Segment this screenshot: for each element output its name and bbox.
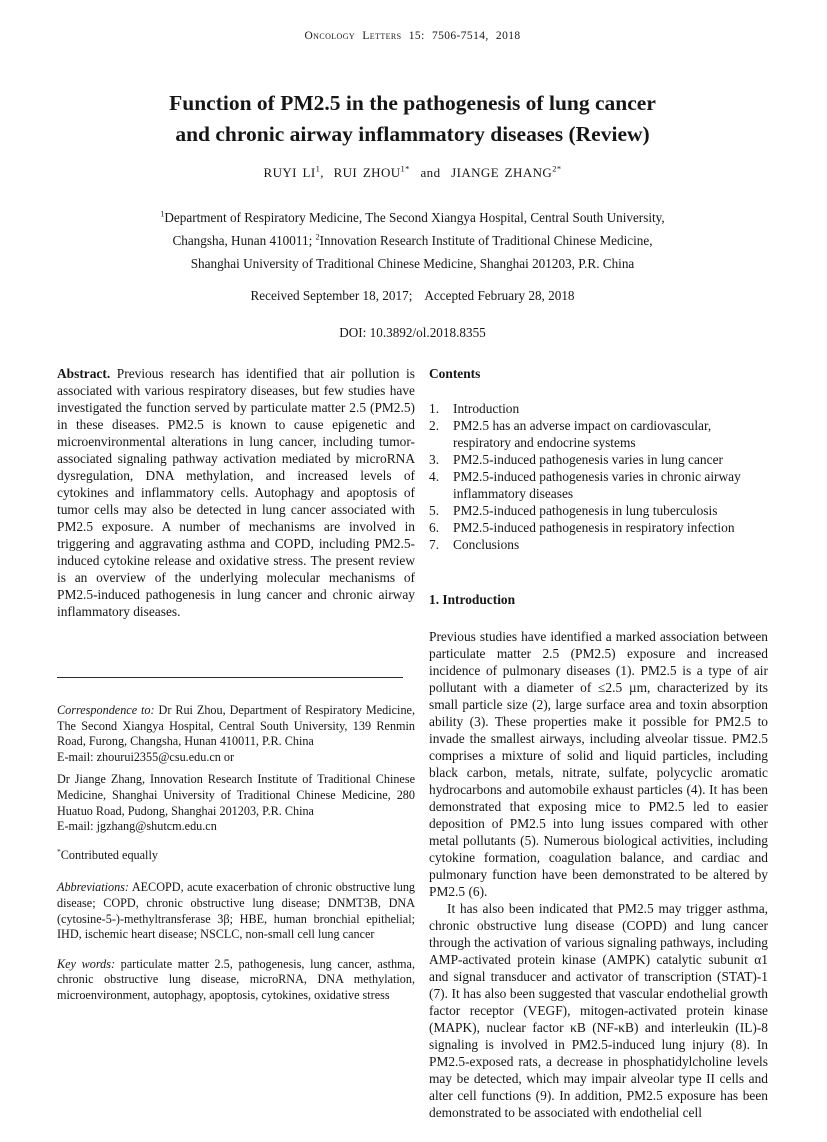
right-column [429, 365, 768, 1121]
contents-item [429, 519, 768, 536]
contents-item-text: PM2.5-induced pathogenesis in lung tuberculosis [453, 503, 718, 518]
correspondence-email-1: E-mail: zhourui2355@csu.edu.cn or [57, 749, 235, 764]
author-affiliation-superscript: 1* [400, 163, 410, 174]
contents-item-number: 1. [429, 401, 440, 416]
author-affiliation-superscript: 1 [315, 163, 321, 174]
contents-item-text: Introduction [453, 401, 520, 416]
contributed-equally-note [57, 848, 415, 864]
correspondence-email-2: E-mail: jgzhang@shutcm.edu.cn [57, 819, 217, 834]
two-column-body [57, 365, 768, 1121]
contents-item-number: 2. [429, 418, 440, 433]
affiliation-superscript: 2 [315, 232, 320, 242]
contents-item-number: 6. [429, 520, 440, 535]
received-date: Received September 18, 2017; [250, 288, 413, 303]
contents-item-text: PM2.5-induced pathogenesis in respiratory infection [453, 520, 735, 535]
contents-list [429, 400, 768, 553]
affiliations-block [57, 206, 768, 275]
article-title-line2: and chronic airway inflammatory diseases (Review) [175, 122, 650, 146]
contents-item [429, 502, 768, 519]
correspondence-label: Correspondence to: [57, 703, 155, 717]
keywords-label: Key words: [57, 956, 116, 971]
author-name: RUI ZHOU [333, 165, 401, 180]
author-name: JIANGE ZHANG [451, 165, 553, 180]
author-separator: and [420, 165, 441, 180]
contents-item-number: 7. [429, 537, 440, 552]
correspondence-section [57, 703, 415, 765]
contents-item [429, 536, 768, 553]
contents-item-number: 5. [429, 503, 440, 518]
author-separator: , [320, 165, 324, 180]
affiliation-line3: Shanghai University of Traditional Chinese Medicine, Shanghai 201203, P.R. China [190, 256, 635, 271]
contents-item [429, 417, 768, 451]
contents-item [429, 451, 768, 468]
introduction-paragraph-2: It has also been indicated that PM2.5 may trigger asthma, chronic obstructive lung disease (COPD) and lung cancer through the activation of various signaling pathways, including AMP-activated protein kinase (AMPK) catalytic subunit α1 and signal transducer and activator of transcription (STAT)-1 (7). It has also been suggested that vascular endothelial growth factor receptor (VEGF), mitogen-activated protein kinase (MAPK), nuclear factor κB (NF-κB) and interleukin (IL)-8 signaling is involved in PM2.5-induced lung injury (8). In PM2.5-exposed rats, a decrease in phosphatidylcholine levels may be detected, which may impair alveolar type II cells and alter cell functions (9). In addition, PM2.5 exposure has been demonstrated to be associated with endothelial cell [429, 901, 768, 1120]
keywords-text: particulate matter 2.5, pathogenesis, lung cancer, asthma, chronic obstructive lung disease, microRNA, DNA methylation, microenvironment, autophagy, apoptosis, cytokines, oxidative stress [57, 956, 415, 1002]
contents-heading: Contents [429, 366, 481, 381]
contents-item-number: 3. [429, 452, 440, 467]
affiliation-line2: Innovation Research Institute of Traditional Chinese Medicine, [319, 233, 653, 248]
article-title-line1: Function of PM2.5 in the pathogenesis of lung cancer [169, 91, 656, 115]
footnote-divider-rule [57, 677, 403, 678]
author-name: RUYI LI [263, 165, 316, 180]
abbreviations-text: AECOPD, acute exacerbation of chronic obstructive lung disease; COPD, chronic obstructive lung disease; DNMT3B, DNA (cytosine-5-)-methyltransferase 3β; HBE, human bronchial epithelial; IHD, ischemic heart disease; NSCLC, non-small cell lung cancer [57, 880, 416, 942]
contents-item-number: 4. [429, 469, 440, 484]
left-column [57, 365, 415, 1121]
contents-item-text: PM2.5 has an adverse impact on cardiovascular, respiratory and endocrine systems [453, 418, 712, 450]
contents-item-text: PM2.5-induced pathogenesis varies in chronic airway inflammatory diseases [453, 469, 741, 501]
abstract-text: Previous research has identified that air pollution is associated with various respiratory diseases, but few studies have investigated the function served by particulate matter 2.5 (PM2.5) in these diseases. PM2.5 is known to cause epigenetic and microenvironmental alterations in lung cancer, including tumor-associated signaling pathway activation mediated by microRNA dysregulation, DNA methylation, and increased levels of cytokines and inflammatory cells. Autophagy and apoptosis of tumor cells may also be detected in lung cancer associated with PM2.5 exposure. A number of mechanisms are involved in triggering and aggravating asthma and COPD, including PM2.5-induced cytokine release and oxidative stress. The present review is an overview of the underlying molecular mechanisms of PM2.5-induced pathogenesis in lung cancer and chronic airway inflammatory diseases. [57, 366, 415, 619]
affiliation-superscript: 1 [160, 209, 165, 219]
journal-header: Oncology Letters 15: 7506-7514, 2018 [304, 30, 521, 42]
affiliation-line2-prefix: Changsha, Hunan 410011; [172, 233, 316, 248]
author-affiliation-superscript: 2* [552, 163, 562, 174]
contributed-asterisk: * [57, 846, 61, 856]
doi-line: DOI: 10.3892/ol.2018.8355 [339, 325, 486, 340]
contributed-text: Contributed equally [60, 847, 158, 862]
abstract-section [57, 365, 415, 620]
correspondence-address-2: Dr Jiange Zhang, Innovation Research Institute of Traditional Chinese Medicine, Shanghai University of Traditional Chinese Medicine, 280 Huatuo Road, Pudong, Shanghai 201203, P.R. China [57, 772, 415, 818]
authors-line [57, 165, 768, 181]
correspondence-address-1: Dr Rui Zhou, Department of Respiratory Medicine, The Second Xiangya Hospital, Central South University, 139 Renmin Road, Furong, Changsha, Hunan 410011, P.R. China [57, 703, 415, 749]
abstract-label: Abstract. [57, 366, 111, 381]
introduction-heading: 1. Introduction [429, 592, 516, 607]
correspondence-section-2 [57, 772, 415, 834]
affiliation-line1: Department of Respiratory Medicine, The Second Xiangya Hospital, Central South University, [164, 210, 665, 225]
contents-item [429, 400, 768, 417]
article-title [57, 88, 768, 150]
contents-item-text: Conclusions [453, 537, 520, 552]
contents-item-text: PM2.5-induced pathogenesis varies in lung cancer [453, 452, 723, 467]
abbreviations-section [57, 880, 415, 942]
contents-item [429, 468, 768, 502]
introduction-paragraph-1: Previous studies have identified a marked association between particulate matter 2.5 (PM2.5) exposure and increased incidence of pulmonary diseases (1). PM2.5 is a type of air pollutant with a diameter of ≤2.5 µm, characterized by its small particle size (2), large surface area and toxin absorption ability (3). These properties make it possible for PM2.5 to invade the smallest airways, including alveolar tissue. PM2.5 comprises a mixture of solid and liquid particles, including black carbon, metals, nitrate, sulfate, polycyclic aromatic hydrocarbons and automobile exhaust particles (4). It has been demonstrated that exposing mice to PM2.5 led to easier deposition of PM2.5 into lung issues compared with other metal pollutants (5). Numerous biological activities, including cytokine formation, coagulation balance, and cardiac and pulmonary function have been demonstrated to be altered by PM2.5 (6). [429, 629, 768, 899]
received-accepted-line [57, 288, 768, 304]
abbreviations-label: Abbreviations: [57, 880, 129, 895]
accepted-date: Accepted February 28, 2018 [424, 288, 575, 303]
keywords-section [57, 957, 415, 1004]
